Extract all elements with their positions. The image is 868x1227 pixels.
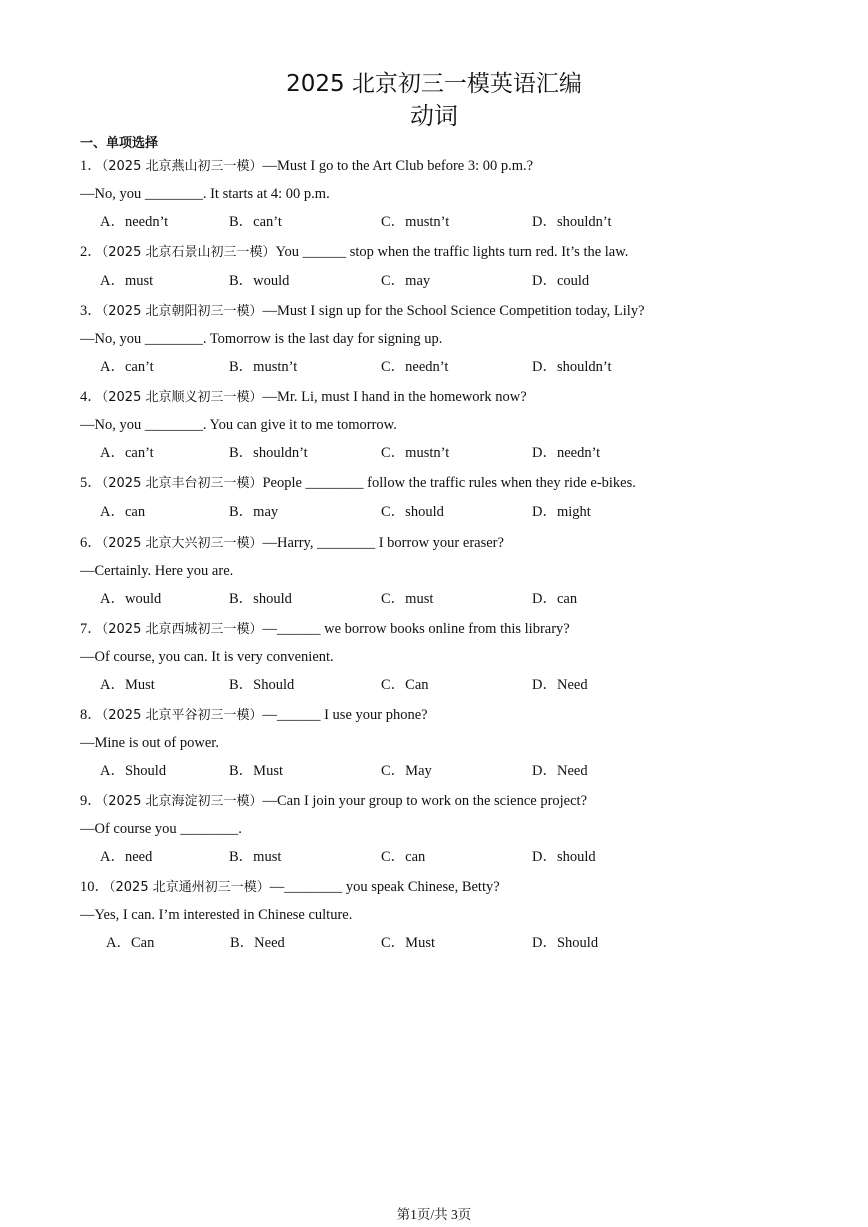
question-response-line: —Mine is out of power. bbox=[80, 735, 219, 751]
question-stem: You ______ stop when the traffic lights turn red. It’s the law. bbox=[275, 244, 629, 260]
option-c[interactable]: C．should bbox=[381, 504, 444, 520]
option-c[interactable]: C．needn’t bbox=[381, 359, 449, 375]
question-source: （2025 北京西城初三一模） bbox=[101, 622, 263, 637]
option-b[interactable]: B．must bbox=[229, 849, 282, 865]
option-b[interactable]: B．Should bbox=[229, 677, 295, 693]
page-footer: 第1页/共 3页 bbox=[396, 1207, 472, 1222]
question-source: （2025 北京丰台初三一模） bbox=[101, 476, 263, 491]
option-d[interactable]: D．shouldn’t bbox=[532, 359, 612, 375]
question-number: 6． bbox=[80, 535, 102, 551]
option-a[interactable]: A．need bbox=[100, 849, 153, 865]
option-d[interactable]: D．needn’t bbox=[532, 445, 601, 461]
question-response-line: —No, you ________. It starts at 4: 00 p.m. bbox=[80, 186, 330, 202]
option-b[interactable]: B．would bbox=[229, 273, 290, 289]
option-a[interactable]: A．can bbox=[100, 504, 146, 520]
question-source: （2025 北京朝阳初三一模） bbox=[101, 304, 263, 319]
question-stem: —Harry, ________ I borrow your eraser? bbox=[262, 535, 504, 551]
option-b[interactable]: B．Must bbox=[229, 763, 283, 779]
option-d[interactable]: D．could bbox=[532, 273, 590, 289]
question-stem-line bbox=[80, 619, 570, 640]
question-stem-line bbox=[80, 301, 645, 322]
question-stem-line bbox=[80, 473, 636, 494]
option-d[interactable]: D．Need bbox=[532, 763, 588, 779]
question-stem: —______ we borrow books online from this library? bbox=[262, 621, 570, 637]
option-c[interactable]: C．Can bbox=[381, 677, 429, 693]
section-heading: 一、单项选择 bbox=[80, 136, 159, 151]
option-a[interactable]: A．needn’t bbox=[100, 214, 169, 230]
option-d[interactable]: D．can bbox=[532, 591, 578, 607]
question-number: 10． bbox=[80, 879, 109, 895]
option-b[interactable]: B．can’t bbox=[229, 214, 282, 230]
option-a[interactable]: A．can’t bbox=[100, 445, 154, 461]
question-stem: —Must I go to the Art Club before 3: 00 p.m.? bbox=[262, 158, 534, 174]
option-c[interactable]: C．can bbox=[381, 849, 426, 865]
option-b[interactable]: B．may bbox=[229, 504, 279, 520]
option-c[interactable]: C．mustn’t bbox=[381, 214, 450, 230]
question-number: 1． bbox=[80, 158, 102, 174]
page-title-line2: 动词 bbox=[410, 102, 458, 130]
question-number: 7． bbox=[80, 621, 102, 637]
question-stem: —Must I sign up for the School Science Competition today, Lily? bbox=[262, 303, 645, 319]
question-stem: —Mr. Li, must I hand in the homework now? bbox=[262, 389, 527, 405]
question-response-line: —Of course, you can. It is very convenient. bbox=[80, 649, 334, 665]
option-a[interactable]: A．Can bbox=[106, 935, 155, 951]
question-response-line: —No, you ________. You can give it to me tomorrow. bbox=[80, 417, 397, 433]
option-a[interactable]: A．Must bbox=[100, 677, 155, 693]
option-a[interactable]: A．can’t bbox=[100, 359, 154, 375]
option-c[interactable]: C．may bbox=[381, 273, 431, 289]
question-stem-line bbox=[80, 705, 428, 726]
option-c[interactable]: C．May bbox=[381, 763, 432, 779]
question-source: （2025 北京通州初三一模） bbox=[109, 880, 270, 895]
option-d[interactable]: D．Need bbox=[532, 677, 588, 693]
question-number: 9． bbox=[80, 793, 102, 809]
option-a[interactable]: A．must bbox=[100, 273, 154, 289]
question-stem-line bbox=[80, 877, 500, 898]
question-stem: —______ I use your phone? bbox=[262, 707, 428, 723]
question-stem-line bbox=[80, 156, 533, 177]
question-number: 2． bbox=[80, 244, 102, 260]
question-stem-line bbox=[80, 791, 587, 812]
question-response-line: —Yes, I can. I’m interested in Chinese culture. bbox=[80, 907, 353, 923]
question-response-line: —Certainly. Here you are. bbox=[80, 563, 234, 579]
option-d[interactable]: D．Should bbox=[532, 935, 599, 951]
question-source: （2025 北京大兴初三一模） bbox=[101, 536, 263, 551]
option-b[interactable]: B．shouldn’t bbox=[229, 445, 308, 461]
option-b[interactable]: B．Need bbox=[230, 935, 285, 951]
question-stem-line bbox=[80, 387, 527, 408]
option-a[interactable]: A．would bbox=[100, 591, 162, 607]
question-source: （2025 北京平谷初三一模） bbox=[101, 708, 263, 723]
option-b[interactable]: B．should bbox=[229, 591, 292, 607]
question-source: （2025 北京海淀初三一模） bbox=[101, 794, 263, 809]
question-stem: —Can I join your group to work on the science project? bbox=[262, 793, 588, 809]
question-stem-line bbox=[80, 533, 504, 554]
option-a[interactable]: A．Should bbox=[100, 763, 167, 779]
question-number: 8． bbox=[80, 707, 102, 723]
question-stem: —________ you speak Chinese, Betty? bbox=[269, 879, 500, 895]
option-d[interactable]: D．shouldn’t bbox=[532, 214, 612, 230]
question-source: （2025 北京顺义初三一模） bbox=[101, 390, 263, 405]
option-c[interactable]: C．must bbox=[381, 591, 434, 607]
question-source: （2025 北京燕山初三一模） bbox=[101, 159, 263, 174]
option-b[interactable]: B．mustn’t bbox=[229, 359, 298, 375]
option-d[interactable]: D．should bbox=[532, 849, 596, 865]
question-response-line: —No, you ________. Tomorrow is the last day for signing up. bbox=[80, 331, 443, 347]
question-response-line: —Of course you ________. bbox=[80, 821, 242, 837]
option-c[interactable]: C．Must bbox=[381, 935, 435, 951]
question-number: 5． bbox=[80, 475, 102, 491]
question-source: （2025 北京石景山初三一模） bbox=[101, 245, 276, 260]
option-d[interactable]: D．might bbox=[532, 504, 591, 520]
question-number: 4． bbox=[80, 389, 102, 405]
question-number: 3． bbox=[80, 303, 102, 319]
question-stem: People ________ follow the traffic rules when they ride e-bikes. bbox=[262, 475, 636, 491]
page-title-line1: 2025 北京初三一模英语汇编 bbox=[286, 71, 582, 97]
option-c[interactable]: C．mustn’t bbox=[381, 445, 450, 461]
question-stem-line bbox=[80, 242, 628, 263]
